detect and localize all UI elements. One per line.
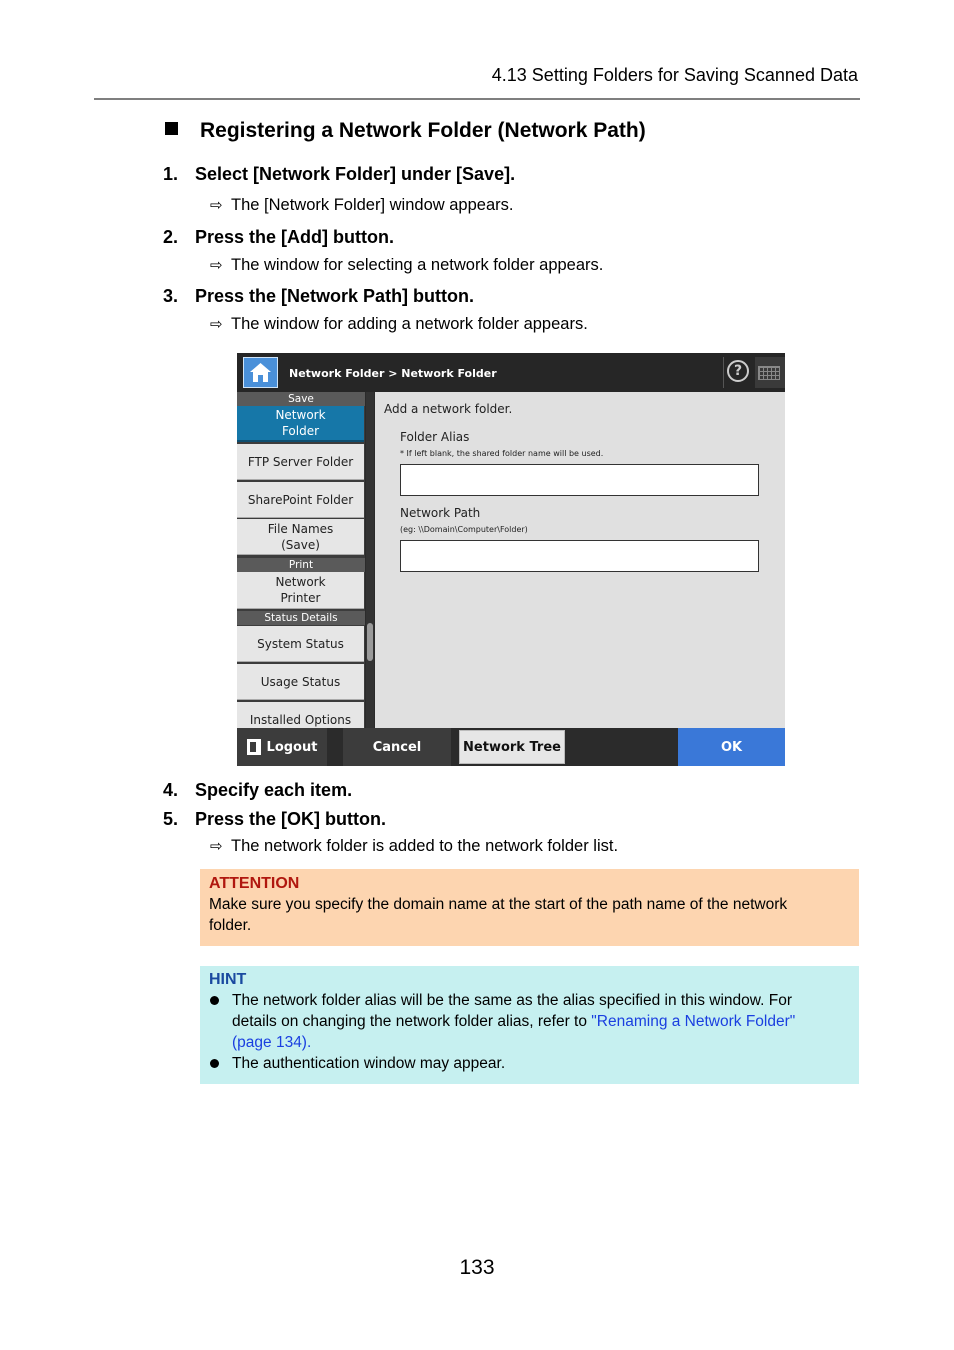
hint-text-line — [232, 1034, 311, 1052]
result-text: The [Network Folder] window appears. — [231, 196, 514, 214]
section-title-text: Registering a Network Folder (Network Path) — [200, 119, 646, 142]
ok-button[interactable]: OK — [678, 728, 785, 766]
sidebar-header-save: Save — [237, 392, 365, 406]
hint-text: details on changing the network folder alias, refer to — [232, 1013, 592, 1030]
sidebar-item-label: Network — [275, 575, 326, 589]
renaming-network-folder-link[interactable]: "Renaming a Network Folder" — [591, 1013, 796, 1030]
network-path-note: (eg: \\Domain\Computer\Folder) — [400, 525, 528, 534]
result-text: The window for selecting a network folder appears. — [231, 256, 604, 274]
step-number: 2. — [163, 227, 179, 247]
bullet-icon — [210, 1059, 219, 1068]
step-4 — [163, 780, 352, 801]
help-button[interactable] — [723, 357, 754, 388]
folder-alias-input[interactable] — [400, 464, 759, 496]
sidebar-header-status-details: Status Details — [237, 611, 365, 625]
step-text: Select [Network Folder] under [Save]. — [195, 164, 516, 184]
step-number: 5. — [163, 809, 179, 829]
attention-box — [200, 869, 859, 946]
sidebar-scrollbar[interactable] — [366, 392, 374, 728]
folder-alias-label: Folder Alias — [400, 430, 470, 444]
attention-label: ATTENTION — [209, 875, 300, 892]
breadcrumb: Network Folder > Network Folder — [289, 367, 497, 380]
instruction-text: Add a network folder. — [384, 402, 513, 416]
hint-text-line: The authentication window may appear. — [232, 1055, 506, 1072]
home-icon — [244, 358, 277, 387]
sidebar-item-ftp-server-folder[interactable]: FTP Server Folder — [237, 444, 364, 480]
page-number: 133 — [459, 1256, 495, 1279]
screenshot-network-folder-window — [237, 353, 785, 766]
step-3-result — [210, 315, 588, 334]
section-title — [165, 119, 646, 143]
header-rule — [94, 98, 860, 100]
step-2-result — [210, 256, 603, 275]
help-icon: ? — [727, 360, 749, 382]
step-number: 3. — [163, 286, 179, 306]
sidebar-item-label: Folder — [281, 424, 320, 438]
hint-text-line — [232, 1013, 795, 1031]
result-text: The window for adding a network folder appears. — [231, 315, 588, 333]
step-text: Specify each item. — [195, 780, 353, 800]
hint-text-line: The network folder alias will be the same as the alias specified in this window. For — [232, 992, 792, 1009]
step-text: Press the [Network Path] button. — [195, 286, 475, 306]
attention-text-line: Make sure you specify the domain name at the start of the path name of the network — [209, 896, 788, 913]
sidebar-item-label: (Save) — [281, 537, 320, 552]
network-tree-button[interactable]: Network Tree — [459, 730, 565, 764]
sidebar-header-print: Print — [237, 558, 365, 572]
sidebar-item-network-printer[interactable] — [237, 572, 364, 609]
sidebar-item-sharepoint-folder[interactable]: SharePoint Folder — [237, 482, 364, 518]
step-text: Press the [Add] button. — [195, 227, 394, 247]
step-3 — [163, 286, 474, 307]
cancel-button[interactable]: Cancel — [343, 728, 451, 766]
bullet-icon — [210, 996, 219, 1005]
folder-alias-note: * If left blank, the shared folder name will be used. — [400, 449, 604, 458]
bottom-toolbar — [237, 728, 785, 766]
result-arrow-icon: ⇨ — [210, 838, 223, 855]
step-text: Press the [OK] button. — [195, 809, 387, 829]
result-arrow-icon: ⇨ — [210, 197, 223, 214]
result-arrow-icon: ⇨ — [210, 316, 223, 333]
keyboard-button[interactable] — [755, 357, 785, 388]
content-panel — [375, 392, 785, 728]
network-path-label: Network Path — [400, 506, 481, 520]
sidebar-item-network-folder[interactable] — [237, 406, 364, 442]
network-path-input[interactable] — [400, 540, 759, 572]
result-text: The network folder is added to the network folder list. — [231, 837, 619, 855]
title-bar — [237, 353, 785, 392]
sidebar-item-system-status[interactable]: System Status — [237, 626, 364, 662]
hint-box — [200, 966, 859, 1084]
step-1-result — [210, 196, 513, 215]
logout-button[interactable] — [237, 728, 327, 766]
step-2 — [163, 227, 394, 248]
sidebar — [237, 392, 365, 728]
sidebar-scroll-thumb[interactable] — [367, 623, 373, 661]
sidebar-item-installed-options[interactable]: Installed Options — [237, 702, 364, 730]
running-header: 4.13 Setting Folders for Saving Scanned Data — [491, 65, 858, 85]
step-5-result — [210, 837, 618, 856]
sidebar-item-file-names[interactable] — [237, 519, 364, 555]
square-bullet-icon — [165, 122, 178, 135]
logout-label: Logout — [266, 739, 318, 755]
attention-text-line: folder. — [209, 917, 252, 934]
step-number: 1. — [163, 164, 179, 184]
result-arrow-icon: ⇨ — [210, 257, 223, 274]
sidebar-item-label: Network — [275, 408, 326, 422]
page-134-link[interactable]: (page 134) — [232, 1034, 307, 1051]
step-number: 4. — [163, 780, 179, 800]
hint-text: . — [306, 1034, 312, 1051]
logout-icon — [247, 739, 261, 755]
step-5 — [163, 809, 386, 830]
hint-label: HINT — [209, 971, 247, 988]
sidebar-item-label: Printer — [280, 591, 321, 605]
home-button[interactable] — [243, 357, 278, 388]
step-1 — [163, 164, 515, 185]
keyboard-icon — [758, 366, 780, 380]
sidebar-item-usage-status[interactable]: Usage Status — [237, 664, 364, 700]
sidebar-item-label: File Names — [267, 521, 334, 536]
